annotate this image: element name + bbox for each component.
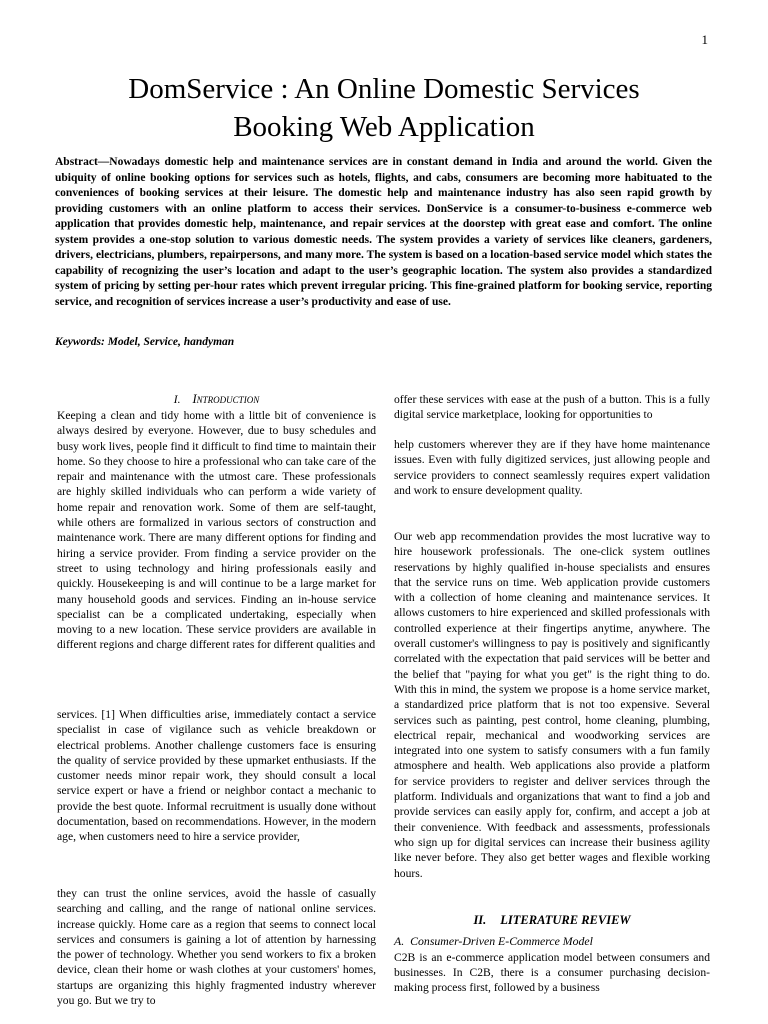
subsection-letter: A.	[394, 934, 405, 949]
section-heading-literature-review	[394, 913, 710, 928]
right-column-block-2	[394, 437, 710, 498]
intro-paragraph-1: Keeping a clean and tidy home with a little bit of convenience is always desired by everyone. However, due to busy schedules and busy work lives, people find it difficult to find time to maintain their home. So they choose to hire a professional who can take care of the repair and maintenance with the utmost care. These professionals are highly skilled individuals who can perform a wide variety of home repair and renovation work. Some of them are self-taught, while others are formalized in various sectors of construction and maintenance work. There are many different options for finding and hiring a service provider. From finding a service provider on the street to using technology and hiring professionals easily and quickly. Housekeeping is and will continue to be a large market for many household goods and services. Finding an in-house service specialist can be a complicated undertaking, especially when moving to a new location. These service providers are available in different regions and charge different rates for different qualities and	[57, 409, 376, 652]
title-line-2: Booking Web Application	[233, 111, 535, 143]
literature-paragraph-1: C2B is an e-commerce application model between consumers and businesses. In C2B, there is a consumer purchasing decision-making process first, followed by a business	[394, 950, 710, 995]
keywords: Keywords: Model, Service, handyman	[55, 336, 235, 348]
section-title: LITERATURE REVIEW	[500, 913, 631, 927]
section-number: I.	[173, 394, 181, 406]
left-column-block-3	[57, 886, 376, 1008]
intro-paragraph-6: Our web app recommendation provides the most lucrative way to hire housework professionals. The one-click system outlines reservations by highly qualified in-house specialists and ensures that the service runs on time. Web application provide customers with a collection of home cleaning and maintenance services. It allows customers to hire experienced and skilled professionals with controlled experience at their fingertips anytime, anywhere. The overall customer's willingness to pay is positively and significantly correlated with the expectation that paid services will be better and the belief that "paying for what you get" is the right thing to do. With this in mind, the system we propose is a home service market, a standardized price platform that is not too expensive. Several services such as painting, pest control, home cleaning, plumbing, electrical repair, mechanical and woodworking services are integrated into one system to satisfy consumers with a fun family atmosphere and health. Web applications also provide a platform for service providers to register and deliver services through the platform. Individuals and organizations that want to find a job and provide services can easily apply for, confirm, and accept a job at their convenience. With feedback and assessments, professionals who sign up for digital services can increase their business agility like never before. They also get better wages and flexible working hours.	[394, 530, 710, 880]
right-column-block-4	[394, 913, 710, 995]
right-column-block-1	[394, 392, 710, 423]
section-heading-introduction	[57, 392, 376, 408]
intro-paragraph-4: offer these services with ease at the push of a button. This is a fully digital service marketplace, looking for opportunities to	[394, 393, 710, 422]
subsection-heading	[394, 934, 710, 949]
page-number: 1	[701, 32, 708, 47]
intro-paragraph-5: help customers wherever they are if they have home maintenance issues. Even with fully digitized services, just allowing people and service providers to connect seamlessly requires expert validation and work to ensure development quality.	[394, 438, 710, 497]
right-column-block-3	[394, 529, 710, 881]
title-line-1: DomService : An Online Domestic Services	[128, 73, 640, 105]
intro-paragraph-3: they can trust the online services, avoid the hassle of casually searching and calling, and the range of national online services. increase quickly. Home care as a region that seems to connect local services and consumers is gaining a lot of attention by harnessing the power of technology. Whether you send workers to fix a broken device, clean their home or wash clothes at your customers' homes, startups are organizing this highly fragmented industry wherever you go. But we try to	[57, 887, 376, 1008]
paper-title	[0, 70, 768, 146]
abstract: Abstract—Nowadays domestic help and maintenance services are in constant demand in India and around the world. Given the ubiquity of online booking options for services such as hotels, flights, and cabs, consumers are becoming more habituated to the conveniences of booking services at their leisure. The domestic help and maintenance industry has also seen rapid growth by providing customers with an online platform to access their services. DonService is a consumer-to-business e-commerce web application that provides domestic help, maintenance, and repair services at the doorstep with great ease and comfort. The online system provides a one-stop solution to various domestic needs. The system provides a variety of services like cleaners, gardeners, drivers, electricians, plumbers, repairpersons, and many more. The system is based on a location-based service model which states the capability of recognizing the user’s location and adapt to the user’s geographic location. The system also provides a standardized system of pricing by setting per-hour rates which prevent irregular pricing. This fine-grained platform for booking service, reporting service, and recognition of services increase a user’s productivity and ease of use.	[55, 156, 712, 308]
intro-paragraph-2: services. [1] When difficulties arise, immediately contact a service specialist in case of vigilance such as vehicle breakdown or electrical problems. Another challenge customers face is ensuring the quality of service provided by these upmarket enthusiasts. If the customer needs minor repair work, they should consult a local service expert or have a friend or neighbor contact a mechanic to provide the best quote. Informal recruitment is usually done without documentation, based on recommendations. However, in the modern age, when customers need to hire a service provider,	[57, 708, 376, 844]
section-title: Introduction	[192, 392, 260, 406]
left-column-block-2	[57, 707, 376, 845]
section-number: II.	[473, 913, 487, 927]
subsection-title: Consumer-Driven E-Commerce Model	[410, 934, 593, 949]
left-column-block-1	[57, 392, 376, 653]
